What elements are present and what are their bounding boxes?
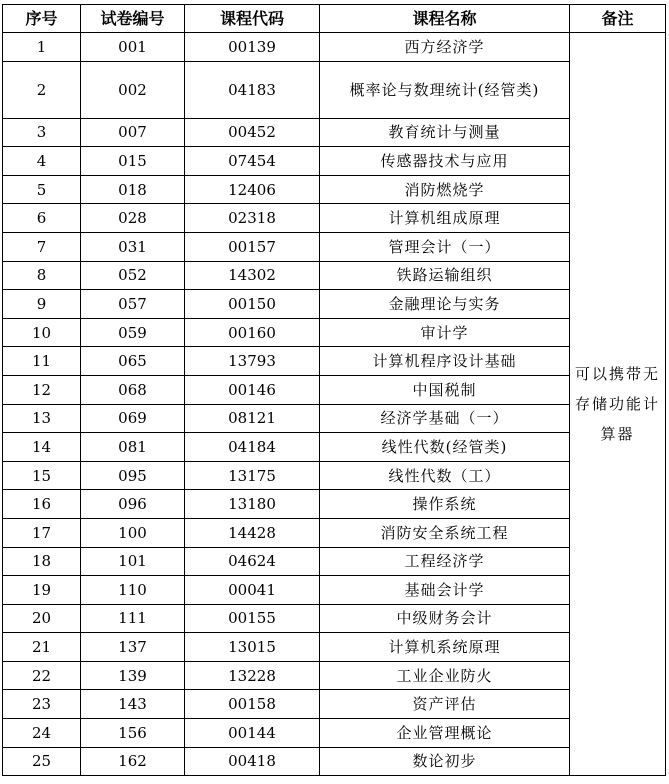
row-index: 5 [3, 175, 81, 204]
paper-number: 139 [81, 661, 185, 690]
course-code: 13228 [185, 661, 320, 690]
course-name: 基础会计学 [320, 576, 570, 605]
row-index: 18 [3, 547, 81, 576]
course-name: 工程经济学 [320, 547, 570, 576]
paper-number: 052 [81, 261, 185, 290]
paper-number: 001 [81, 33, 185, 62]
row-index: 19 [3, 576, 81, 605]
course-code: 13015 [185, 633, 320, 662]
row-index: 13 [3, 404, 81, 433]
table-row [3, 719, 666, 748]
header-row [3, 5, 666, 33]
table-row [3, 433, 666, 462]
paper-number: 007 [81, 118, 185, 147]
course-name: 操作系统 [320, 490, 570, 519]
course-code: 00418 [185, 747, 320, 776]
table-row [3, 690, 666, 719]
row-index: 1 [3, 33, 81, 62]
course-code: 00146 [185, 375, 320, 404]
paper-number: 100 [81, 518, 185, 547]
row-index: 23 [3, 690, 81, 719]
course-code: 04624 [185, 547, 320, 576]
row-index: 22 [3, 661, 81, 690]
table-row [3, 747, 666, 776]
paper-number: 143 [81, 690, 185, 719]
table-row [3, 175, 666, 204]
course-name: 审计学 [320, 318, 570, 347]
paper-number: 018 [81, 175, 185, 204]
paper-number: 057 [81, 290, 185, 319]
row-index: 14 [3, 433, 81, 462]
table-row [3, 633, 666, 662]
table-row [3, 461, 666, 490]
paper-number: 137 [81, 633, 185, 662]
table-row [3, 661, 666, 690]
paper-number: 059 [81, 318, 185, 347]
exam-course-table [2, 4, 666, 776]
paper-number: 002 [81, 61, 185, 118]
course-code: 12406 [185, 175, 320, 204]
header-course-code: 课程代码 [185, 5, 320, 33]
table-row [3, 404, 666, 433]
row-index: 7 [3, 232, 81, 261]
course-code: 04183 [185, 61, 320, 118]
course-code: 08121 [185, 404, 320, 433]
row-index: 4 [3, 147, 81, 176]
table-row [3, 604, 666, 633]
course-code: 13175 [185, 461, 320, 490]
course-name: 数论初步 [320, 747, 570, 776]
row-index: 25 [3, 747, 81, 776]
paper-number: 065 [81, 347, 185, 376]
course-name: 工业企业防火 [320, 661, 570, 690]
row-index: 8 [3, 261, 81, 290]
course-name: 消防燃烧学 [320, 175, 570, 204]
course-code: 00157 [185, 232, 320, 261]
course-name: 概率论与数理统计(经管类) [320, 61, 570, 118]
table-row [3, 204, 666, 233]
paper-number: 069 [81, 404, 185, 433]
course-name: 铁路运输组织 [320, 261, 570, 290]
row-index: 2 [3, 61, 81, 118]
course-name: 经济学基础（一） [320, 404, 570, 433]
table-body [3, 33, 666, 776]
paper-number: 096 [81, 490, 185, 519]
course-name: 计算机系统原理 [320, 633, 570, 662]
course-code: 00041 [185, 576, 320, 605]
table-row [3, 232, 666, 261]
course-name: 消防安全系统工程 [320, 518, 570, 547]
paper-number: 068 [81, 375, 185, 404]
paper-number: 162 [81, 747, 185, 776]
course-code: 00158 [185, 690, 320, 719]
row-index: 3 [3, 118, 81, 147]
course-name: 中国税制 [320, 375, 570, 404]
row-index: 9 [3, 290, 81, 319]
course-name: 资产评估 [320, 690, 570, 719]
paper-number: 031 [81, 232, 185, 261]
course-name: 线性代数（工） [320, 461, 570, 490]
course-code: 00150 [185, 290, 320, 319]
row-index: 11 [3, 347, 81, 376]
course-name: 传感器技术与应用 [320, 147, 570, 176]
row-index: 12 [3, 375, 81, 404]
table-row [3, 61, 666, 118]
header-index: 序号 [3, 5, 81, 33]
paper-number: 095 [81, 461, 185, 490]
row-index: 24 [3, 719, 81, 748]
table-row [3, 547, 666, 576]
course-code: 00144 [185, 719, 320, 748]
course-name: 企业管理概论 [320, 719, 570, 748]
paper-number: 156 [81, 719, 185, 748]
course-code: 13180 [185, 490, 320, 519]
course-code: 00139 [185, 33, 320, 62]
course-code: 14428 [185, 518, 320, 547]
row-index: 16 [3, 490, 81, 519]
course-name: 线性代数(经管类) [320, 433, 570, 462]
header-remarks: 备注 [570, 5, 666, 33]
course-code: 00155 [185, 604, 320, 633]
table-row [3, 576, 666, 605]
paper-number: 111 [81, 604, 185, 633]
row-index: 20 [3, 604, 81, 633]
course-name: 计算机组成原理 [320, 204, 570, 233]
course-code: 14302 [185, 261, 320, 290]
paper-number: 028 [81, 204, 185, 233]
course-name: 金融理论与实务 [320, 290, 570, 319]
row-index: 6 [3, 204, 81, 233]
course-code: 04184 [185, 433, 320, 462]
header-course-name: 课程名称 [320, 5, 570, 33]
paper-number: 015 [81, 147, 185, 176]
remarks-cell: 可以携带无存储功能计算器 [570, 33, 666, 776]
table-row [3, 290, 666, 319]
course-code: 07454 [185, 147, 320, 176]
table-row [3, 347, 666, 376]
course-code: 02318 [185, 204, 320, 233]
table-row [3, 33, 666, 62]
table-row [3, 261, 666, 290]
table-row [3, 518, 666, 547]
course-name: 教育统计与测量 [320, 118, 570, 147]
paper-number: 081 [81, 433, 185, 462]
course-code: 00160 [185, 318, 320, 347]
row-index: 21 [3, 633, 81, 662]
paper-number: 110 [81, 576, 185, 605]
table-row [3, 118, 666, 147]
course-name: 中级财务会计 [320, 604, 570, 633]
header-paper-number: 试卷编号 [81, 5, 185, 33]
row-index: 17 [3, 518, 81, 547]
row-index: 15 [3, 461, 81, 490]
course-name: 计算机程序设计基础 [320, 347, 570, 376]
row-index: 10 [3, 318, 81, 347]
course-name: 管理会计（一） [320, 232, 570, 261]
table-row [3, 147, 666, 176]
table-row [3, 490, 666, 519]
course-code: 13793 [185, 347, 320, 376]
course-code: 00452 [185, 118, 320, 147]
course-name: 西方经济学 [320, 33, 570, 62]
table-row [3, 375, 666, 404]
table-row [3, 318, 666, 347]
paper-number: 101 [81, 547, 185, 576]
